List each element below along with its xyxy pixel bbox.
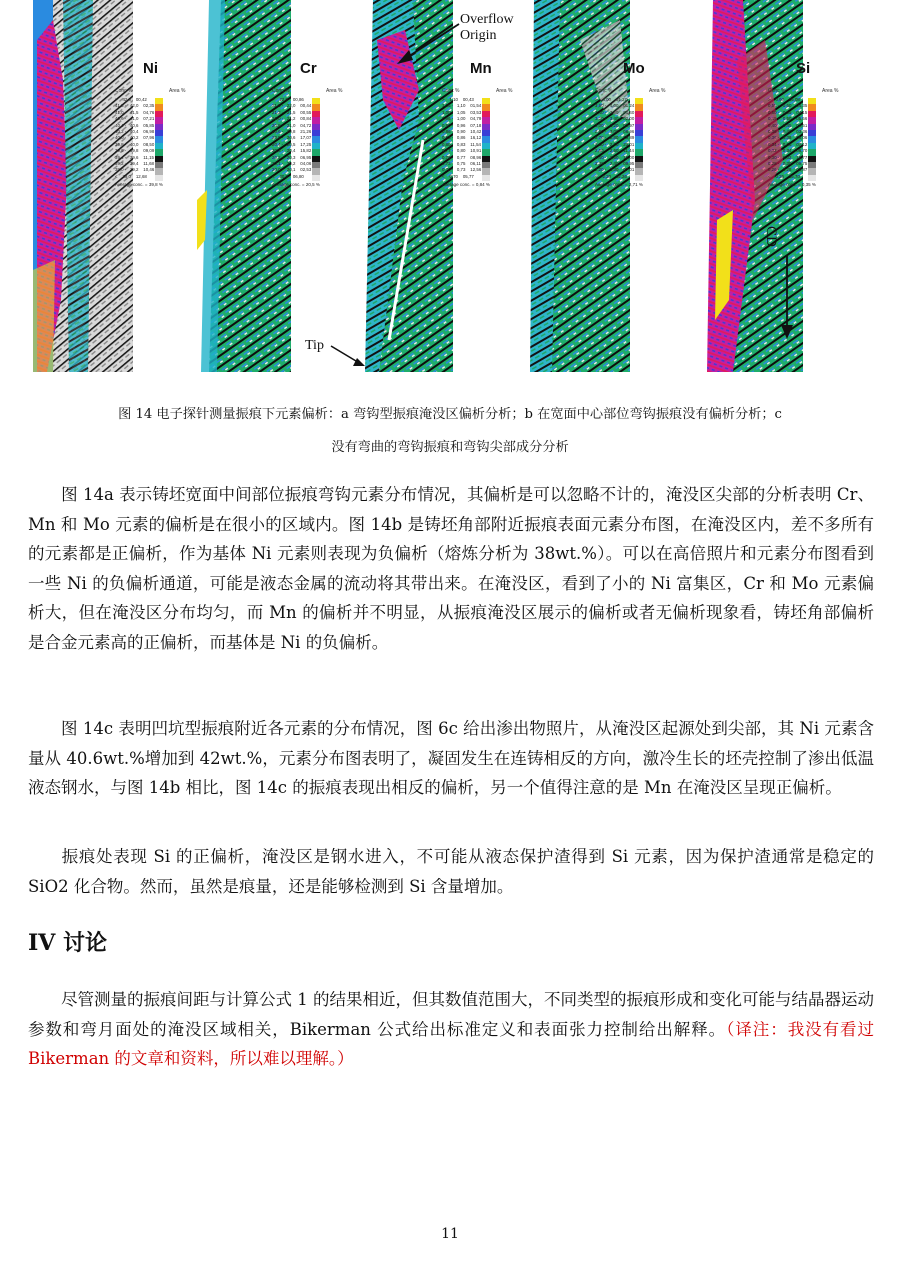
mo-legend-rows: > 4,00 01,27 3,60 - 4,00 01,24 3,40 - 3,60 01,40 3,20 - 3,40 02,00 3,00 - 3,20 02,97 2,80 - 3,00 06,96 2,70 - 2,80 19,89 2,60 - 2,70 23,01 2,50 - 2,60 11,44 2,40 - 2,50 10,00 2,30 - 2,40 09,95 2,20 - 2,30 07,01 < 2,20 02,26 [595, 97, 635, 179]
mn-legend-rows: > 1,10 00,43 1,05 - 1,10 01,54 1,00 - 1,05 03,53 0,96 - 1,00 04,79 0,90 - 0,96 07,18 0,86 - 0,90 10,42 0,83 - 0,86 16,12 0,80 - 0,83 11,54 0,77 - 0,80 10,91 0,75 - 0,77 08,96 0,73 - 0,75 06,11 0,70 - 0,73 12,56 < 0,70 05,77 [442, 97, 482, 179]
paragraph-2 [28, 714, 874, 803]
cr-average: Average conc. = 20,5 % [272, 182, 320, 187]
ni-average: Average conc. = 39,8 % [115, 182, 163, 187]
mo-element-label: Mo [623, 60, 645, 77]
paragraph-4-text: 尽管测量的振痕间距与计算公式 1 的结果相近，但其数值范围大，不同类型的振痕形成和变化可能与结晶器运动参数和弯月面处的淹没区域相关，Bikerman 公式给出标准定义和表面张力控制给出解释。 [28, 990, 874, 1039]
color-swatch [635, 175, 643, 181]
tip-arrow [329, 340, 369, 370]
paragraph-1 [28, 480, 874, 657]
color-swatch [155, 175, 163, 181]
ni-header-area: Area % [169, 88, 186, 94]
paragraph-3 [28, 842, 874, 901]
paragraph-1-text: 图 14a 表示铸坯宽面中间部位振痕弯钩元素分布情况，其偏析是可以忽略不计的，淹没区尖部的分析表明 Cr、Mn 和 Mo 元素的偏析是在很小的区域内。图 14b 是铸坯角部附近振痕表面元素分布图，在淹没区内，差不多所有的元素都是正偏析，作为基体 Ni 元素则表现为负偏析（熔炼分析为 38wt.%）。可以在高倍照片和元素分布图看到一些 Ni 的负偏析通道，可能是液态金属的流动将其带出来。在淹没区，看到了小的 Ni 富集区，Cr 和 Mo 元素偏析大，但在淹没区分布均匀，而 Mn 的偏析并不明显，从振痕淹没区展示的偏析或者无偏析现象看，铸坯角部偏析是合金元素高的正偏析，而基体是 Ni 的负偏析。 [28, 485, 874, 652]
cr-color-scale [312, 98, 320, 181]
mo-color-scale [635, 98, 643, 181]
mo-average: Average conc. = 2,71 % [595, 182, 643, 187]
page-number: 11 [441, 1226, 459, 1242]
cr-header-conc: Conc % [272, 88, 290, 94]
figure-caption-line1: 图 14 电子探针测量振痕下元素偏析：a 弯钩型振痕淹没区偏析分析；b 在宽面中心部位弯钩振痕没有偏析分析；c [118, 407, 782, 422]
si-element-label: Si [796, 60, 811, 77]
color-swatch [808, 175, 816, 181]
si-color-scale [808, 98, 816, 181]
overflow-origin-label: Overflow Origin [460, 12, 514, 43]
si-header-conc: Conc % [768, 88, 786, 94]
mn-element-label: Mn [470, 60, 492, 77]
paragraph-4 [28, 985, 874, 1074]
cr-legend-rows: > 22,0 00,86 21,5 - 22,0 00,44 21,2 - 21,5 00,55 21,0 - 21,2 00,84 20,8 - 21,0 04,72 20,6 - 20,8 21,26 20,5 - 20,6 17,07 20,4 - 20,5 17,25 20,3 - 20,4 15,82 20,2 - 20,3 06,95 20,1 - 20,2 04,06 20,0 - 20,1 02,53 < 20,0 06,80 [272, 97, 312, 179]
si-legend-rows: > 0,60 05,08 0,55 - 0,60 04,35 0,50 - 0,55 04,15 0,45 - 0,50 05,56 0,40 - 0,45 04,51 0,38 - 0,40 03,36 0,36 - 0,38 05,06 0,34 - 0,36 07,12 0,32 - 0,34 06,70 0,30 - 0,32 10,77 0,28 - 0,30 09,75 0,26 - 0,28 08,87 < 0,26 15,70 [768, 97, 808, 179]
ni-legend-rows: > 42,0 00,42 41,5 - 42,0 02,35 41,0 - 41,5 04,76 40,6 - 41,0 07,21 40,4 - 40,6 05,85 40,2 - 40,4 06,98 40,0 - 40,2 07,96 39,8 - 40,0 08,50 39,6 - 39,8 09,09 39,4 - 39,6 11,15 39,2 - 39,4 11,68 39,0 - 39,2 10,46 < 39,0 12,68 [115, 97, 155, 179]
ni-color-scale [155, 98, 163, 181]
cd-label: CD [763, 226, 779, 247]
paragraph-3-text: 振痕处表现 Si 的正偏析，淹没区是钢水进入，不可能从液态保护渣得到 Si 元素，因为保护渣通常是稳定的 SiO2 化合物。然而，虽然是痕量，还是能够检测到 Si 含量增加。 [28, 847, 874, 896]
tip-label: Tip [305, 338, 324, 353]
paragraph-2-text: 图 14c 表明凹坑型振痕附近各元素的分布情况，图 6c 给出渗出物照片，从淹没区起源处到尖部，其 Ni 元素含量从 40.6wt.%增加到 42wt.%，元素分布图表明了，凝固发生在连铸相反的方向，激冷生长的坯壳控制了渗出低温液态钢水，与图 14b 相比，图 14c 的振痕表现出相反的偏析，另一个值得注意的是 Mn 在淹没区呈现正偏析。 [28, 719, 874, 797]
cd-arrow [779, 255, 795, 340]
cr-header-area: Area % [326, 88, 343, 94]
si-header-area: Area % [822, 88, 839, 94]
section-heading: IV 讨论 [28, 930, 108, 956]
si-average: Average conc. = 0,35 % [768, 182, 816, 187]
color-swatch [312, 175, 320, 181]
cr-element-label: Cr [300, 60, 317, 77]
figure-caption-line2: 没有弯曲的弯钩振痕和弯钩尖部成分分析 [331, 440, 569, 455]
ni-header-conc: Conc % [115, 88, 133, 94]
ni-element-label: Ni [143, 60, 158, 77]
translator-note: （译注：我没有看过 Bikerman 的文章和资料，所以难以理解。） [28, 1019, 874, 1068]
mn-average: Average conc. = 0,84 % [442, 182, 490, 187]
color-swatch [482, 175, 490, 181]
mn-header-conc: Conc % [442, 88, 460, 94]
mn-color-scale [482, 98, 490, 181]
mn-header-area: Area % [496, 88, 513, 94]
overflow-arrow [393, 20, 463, 70]
mo-header-conc: Conc % [595, 88, 613, 94]
mo-header-area: Area % [649, 88, 666, 94]
figure-14 [33, 0, 853, 380]
